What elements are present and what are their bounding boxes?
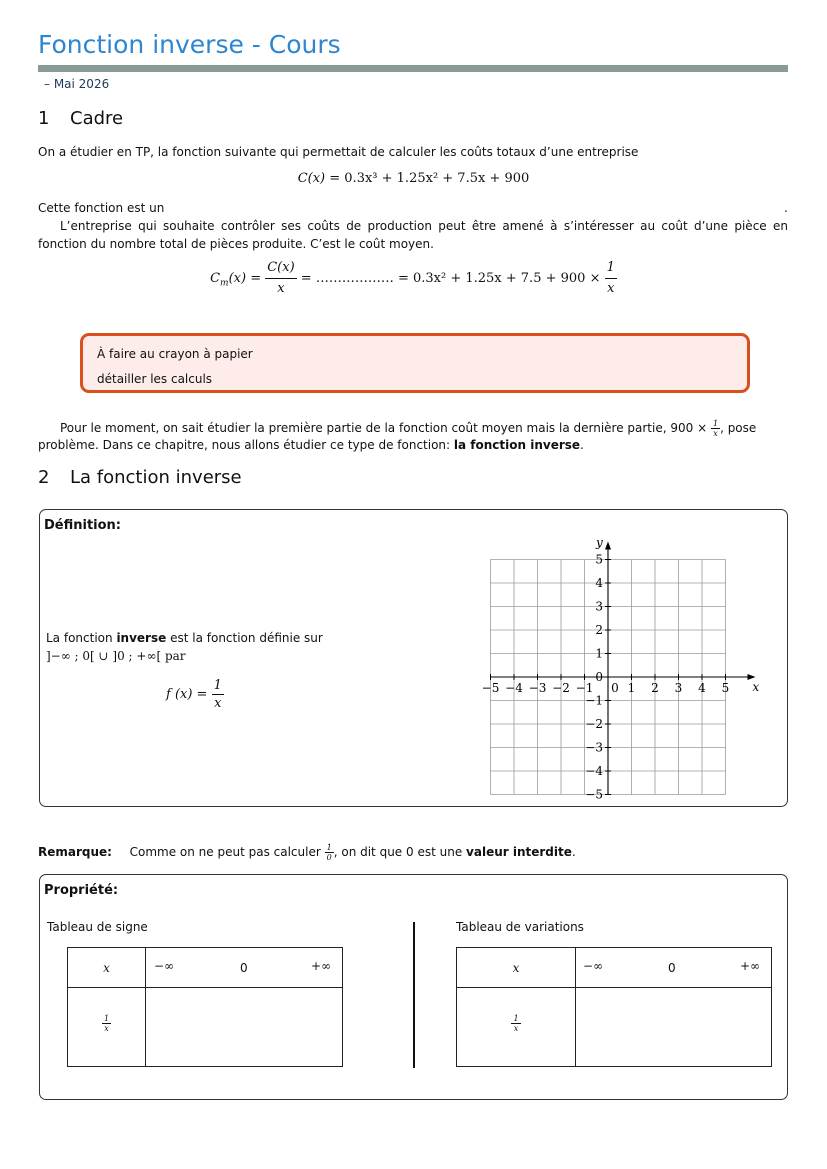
paragraph-mean-cost: L’entreprise qui souhaite contrôler ses coûts de production peut être amené à s’intéresser au coût d’une pièce en fonction du nombre total de pièces produite. C’est le coût moyen. (38, 219, 788, 251)
pencil-task-title: À faire au crayon à papier (97, 347, 253, 361)
y-tick-label: 4 (595, 576, 603, 590)
variation-table-plus-inf: +∞ (740, 959, 761, 973)
cost-formula-rhs: = 0.3x³ + 1.25x² + 7.5x + 900 (329, 171, 530, 186)
y-tick-label: −5 (585, 787, 603, 802)
definition-text-start: La fonction (46, 631, 113, 645)
y-tick-label: 1 (595, 646, 603, 661)
variation-table-minus-inf: −∞ (583, 959, 604, 973)
sign-table-plus-inf: +∞ (311, 959, 332, 973)
remark (38, 843, 576, 862)
property-title: Propriété: (44, 883, 119, 898)
y-tick-label: −1 (585, 693, 603, 708)
y-tick-label: −3 (585, 740, 603, 755)
mean-formula-fraction (265, 258, 296, 299)
sign-table-frac-den: x (104, 1024, 109, 1033)
sign-table-caption: Tableau de signe (47, 920, 148, 934)
y-tick-label: 5 (595, 552, 603, 567)
variation-table-fraction (511, 1014, 520, 1033)
page-title: Fonction inverse - Cours (38, 30, 341, 59)
remark-text-end: . (571, 845, 576, 859)
variation-table-frac-num: 1 (513, 1014, 519, 1023)
y-tick-label: 3 (595, 599, 603, 614)
variation-table-x-label: x (512, 961, 520, 975)
definition-text-end: est la fonction définie sur (170, 631, 323, 645)
x-tick-label: 4 (698, 681, 706, 695)
sign-table-frac-num: 1 (103, 1014, 110, 1023)
x-tick-label: 0 (611, 681, 619, 695)
definition-formula-lhs: f (x) = (166, 687, 208, 702)
x-tick-label: −4 (505, 681, 523, 695)
cost-formula (0, 170, 827, 188)
variation-table (456, 947, 772, 1067)
sign-table-zero: 0 (240, 961, 248, 975)
y-tick-label: −4 (585, 764, 603, 778)
remark-fraction (325, 843, 334, 862)
remark-frac-num: 1 (326, 843, 332, 852)
variation-table-caption: Tableau de variations (456, 920, 584, 934)
remark-text-start: Comme on ne peut pas calculer (129, 845, 321, 859)
section-1-number: 1 (38, 108, 50, 129)
problem-line2-start: problème. Dans ce chapitre, nous allons étudier ce type de fonction: (38, 438, 451, 452)
definition-frac-den: x (214, 696, 222, 711)
x-tick-label: −5 (481, 681, 500, 695)
problem-frac-num: 1 (712, 419, 719, 428)
paragraph-problem-line2 (38, 436, 584, 454)
variation-table-frac-den: x (513, 1024, 519, 1033)
definition-domain: ]−∞ ; 0[ ∪ ]0 ; +∞[ par (46, 649, 186, 663)
x-tick-labels (482, 681, 730, 695)
x-tick-label: 5 (721, 681, 730, 695)
x-tick-label: 2 (651, 681, 659, 695)
x-tick-label: −1 (575, 681, 594, 695)
problem-line2-bold: la fonction inverse (453, 438, 581, 452)
problem-text-part1: Pour le moment, on sait étudier la première partie de la fonction coût moyen mais la dernière partie, 900 × (60, 421, 708, 435)
pencil-task-text: détailler les calculs (97, 372, 213, 386)
problem-frac-den: x (713, 429, 718, 438)
x-axis-label: x (752, 680, 760, 694)
sign-table-row2-label (68, 1014, 145, 1033)
variation-table-zero: 0 (668, 961, 676, 975)
mean-formula-num: C(x) (265, 258, 296, 279)
x-tick-label: −3 (528, 681, 547, 695)
y-axis-label: y (596, 535, 603, 550)
x-tick-label: 1 (627, 681, 636, 695)
problem-line2-end: . (580, 438, 584, 452)
problem-text-part2: , pose (720, 421, 757, 435)
problem-fraction (711, 419, 720, 438)
y-tick-label: 0 (595, 670, 603, 684)
y-tick-label: −2 (585, 717, 603, 731)
property-box (39, 874, 788, 1100)
section-2-title: La fonction inverse (70, 467, 242, 488)
section-1-title: Cadre (70, 108, 124, 129)
sign-table-x-label: x (103, 961, 110, 975)
definition-text-bold: inverse (116, 631, 167, 645)
mean-formula-den2: x (607, 281, 615, 296)
column-separator (413, 922, 415, 1068)
definition-fraction (212, 677, 224, 712)
fill-line-start: Cette fonction est un (38, 201, 165, 215)
x-tick-label: −2 (552, 681, 570, 695)
variation-table-row2-label (457, 1014, 575, 1033)
pencil-task-box (80, 333, 750, 393)
axes (491, 542, 756, 795)
x-tick-label: 3 (674, 681, 683, 695)
title-rule (38, 65, 788, 72)
mean-formula-fraction2 (605, 258, 617, 299)
fill-line-end: . (784, 201, 788, 215)
sign-table-fraction (102, 1014, 111, 1033)
mean-formula-num2: 1 (605, 258, 617, 279)
section-2-number: 2 (38, 467, 50, 488)
mean-formula-dots: = ……………… = 0.3x² + 1.25x + 7.5 + 900 × (300, 271, 601, 286)
page-date: – Mai 2026 (44, 77, 110, 91)
intro-text: On a étudier en TP, la fonction suivante qui permettait de calculer les coûts totaux d’une entreprise (38, 145, 639, 159)
remark-bold: valeur interdite (466, 845, 572, 859)
y-tick-label: 2 (595, 623, 603, 637)
mean-formula-sub: m (220, 278, 229, 289)
section-1-heading (38, 108, 123, 129)
remark-frac-den: 0 (326, 853, 332, 862)
mean-cost-formula (0, 258, 827, 299)
inverse-function-grid (470, 530, 760, 805)
definition-frac-num: 1 (213, 678, 222, 693)
definition-text (46, 629, 323, 647)
mean-formula-arg: (x) = (228, 271, 262, 286)
cost-formula-lhs: C(x) (297, 171, 326, 186)
mean-formula-den: x (277, 281, 285, 296)
sign-table-minus-inf: −∞ (154, 959, 175, 973)
y-axis-arrow (605, 542, 611, 550)
section-2-heading (38, 467, 242, 488)
sign-table (67, 947, 343, 1067)
remark-text-mid: , on dit que 0 est une (333, 845, 463, 859)
mean-formula-lhs: C (210, 271, 221, 286)
remark-label: Remarque: (38, 845, 112, 859)
definition-formula (166, 677, 224, 712)
definition-title: Définition: (44, 518, 122, 533)
